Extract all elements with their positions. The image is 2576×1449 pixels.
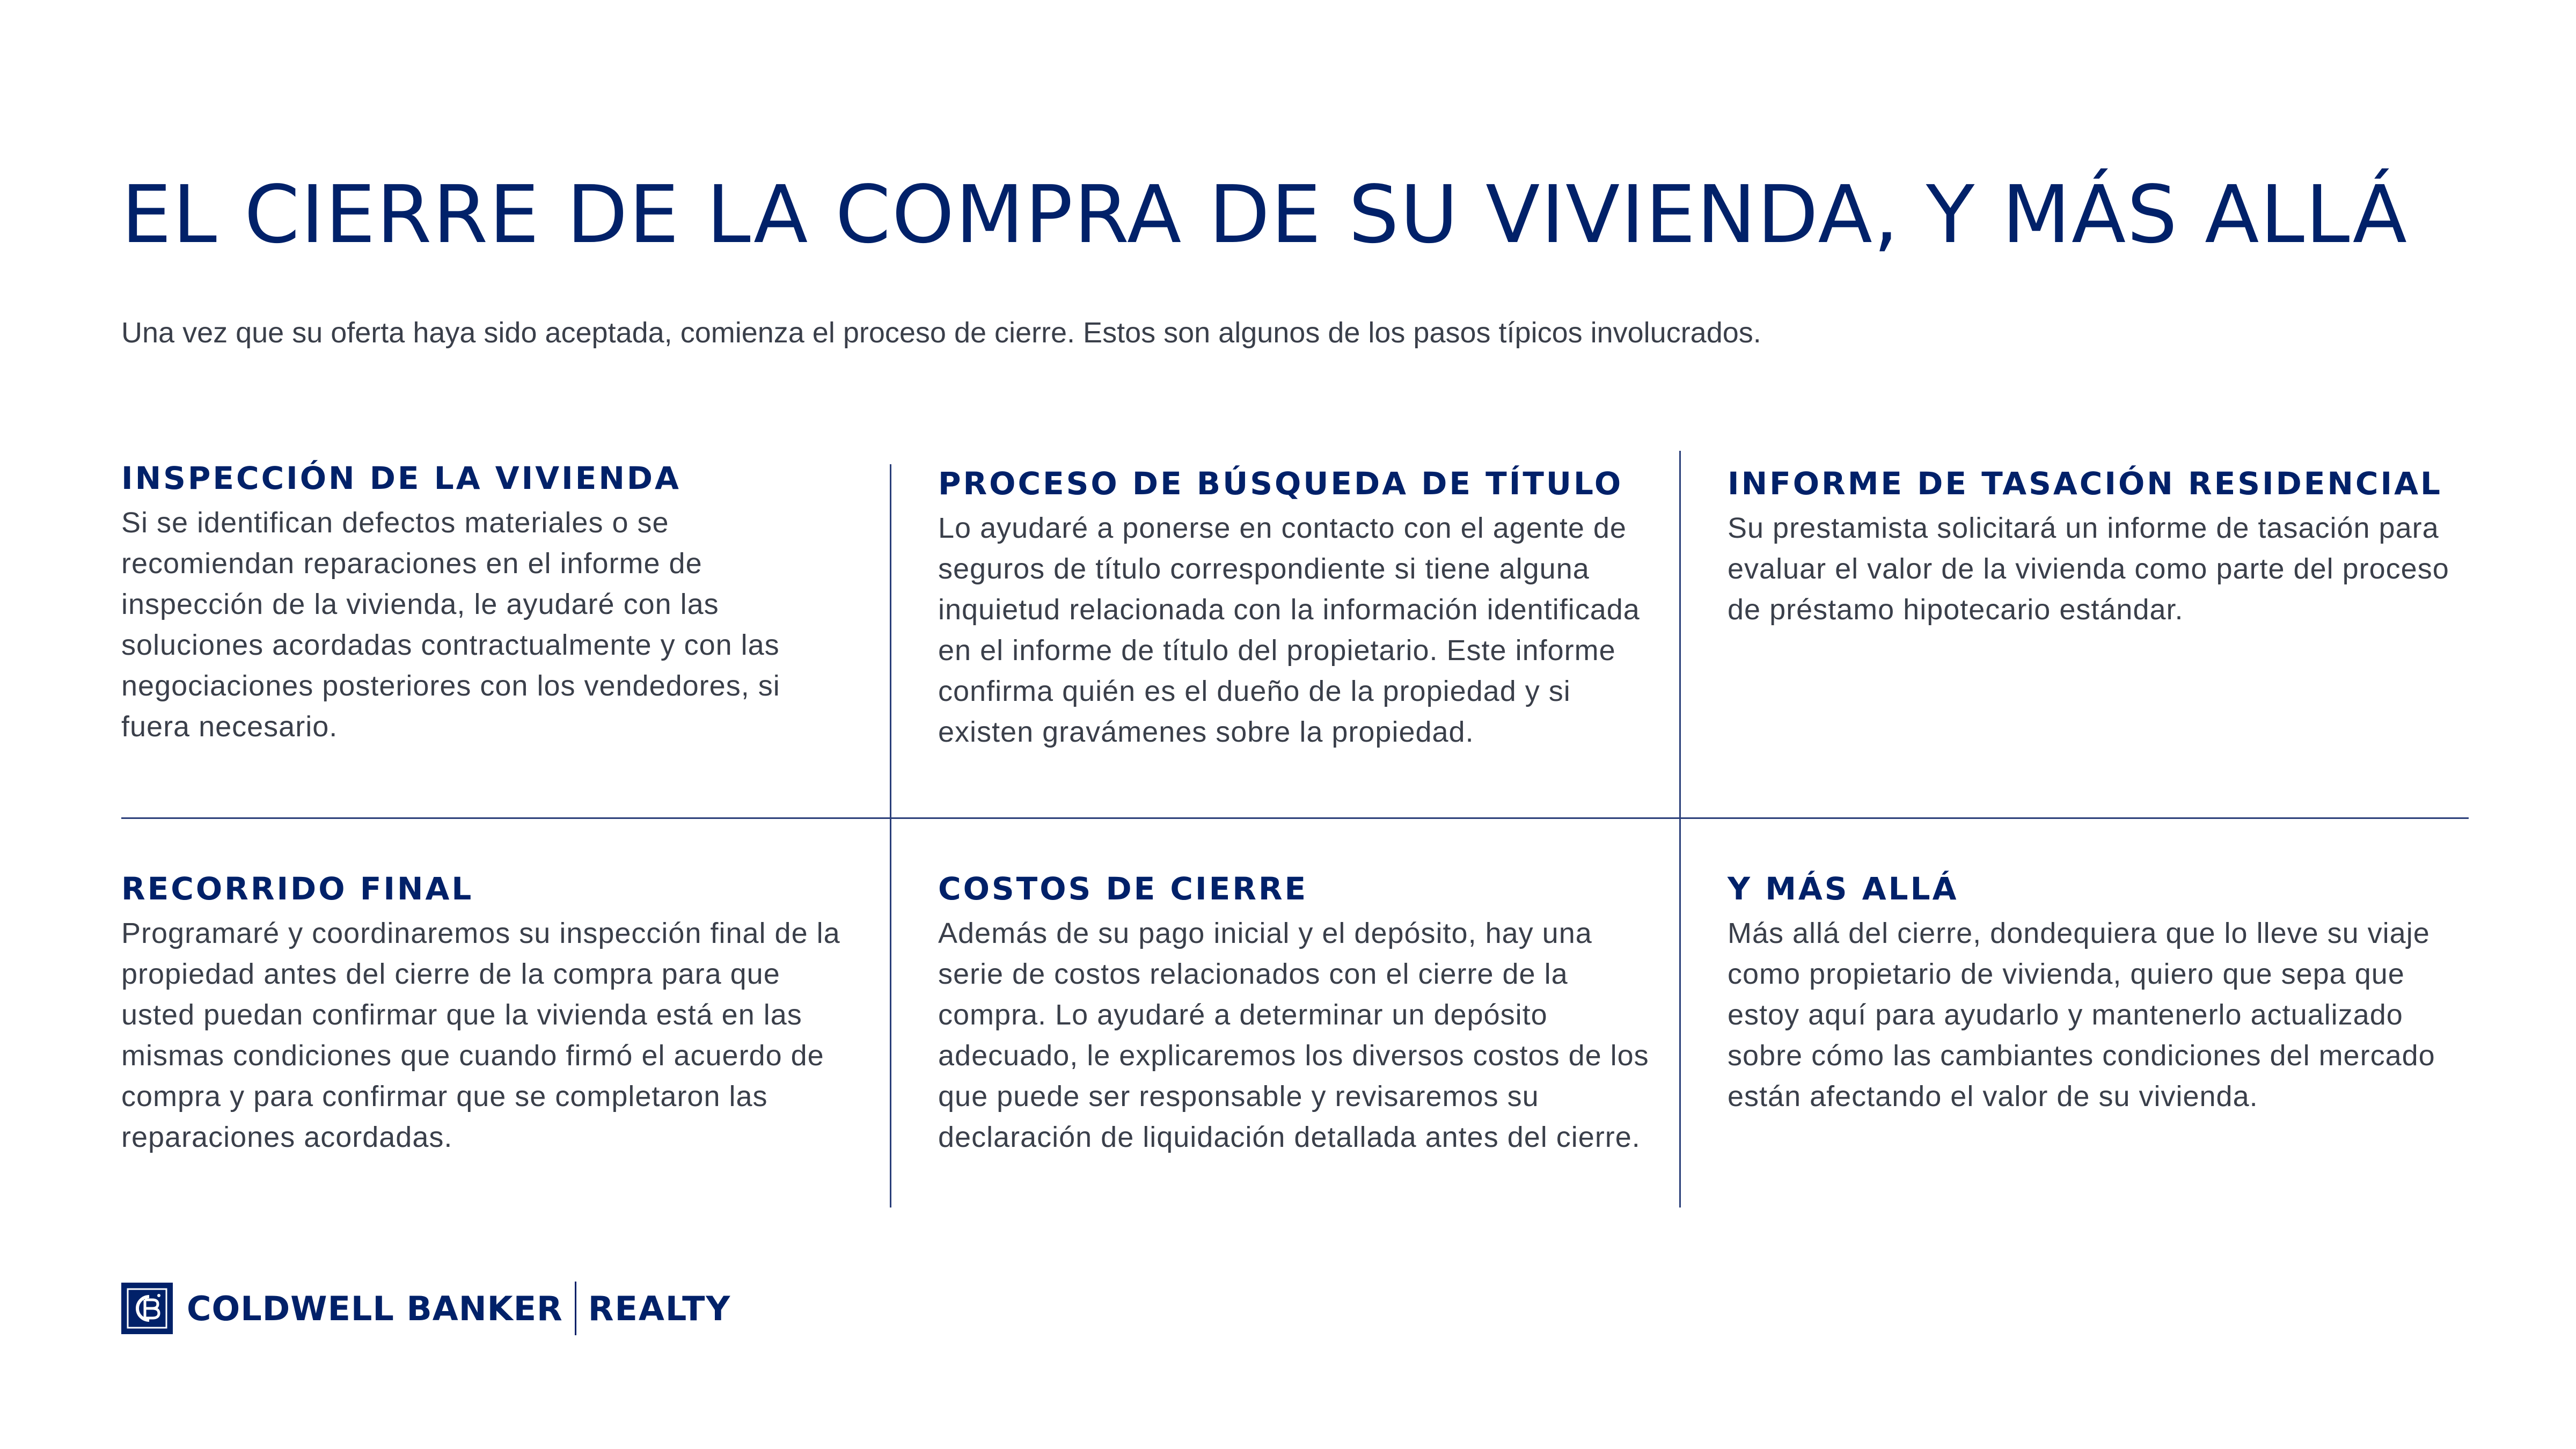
cb-monogram-icon bbox=[121, 1283, 173, 1334]
row-divider bbox=[121, 817, 2469, 819]
section-body: Su prestamista solicitará un informe de tasación para evaluar el valor de la vivienda como parte del proceso de préstamo hipotecario estándar. bbox=[1728, 511, 2449, 626]
section-title-search bbox=[938, 464, 1652, 752]
section-heading: Y MÁS ALLÁ bbox=[1728, 870, 1959, 907]
section-body: Lo ayudaré a ponerse en contacto con el agente de seguros de título correspondiente si tiene alguna inquietud relacionada con la información identificada en el informe de título del propietario. Este informe confirma quién es el dueño de la propiedad y si existen gravámenes sobre la propiedad. bbox=[938, 511, 1640, 748]
section-body: Si se identifican defectos materiales o se recomiendan reparaciones en el informe de inspección de la vivienda, le ayudaré con las soluciones acordadas contractualmente y con las negociaciones posteriores con los vendedores, si fuera necesario. bbox=[121, 506, 780, 743]
page-title: EL CIERRE DE LA COMPRA DE SU VIVIENDA, Y MÁS ALLÁ bbox=[121, 169, 2409, 261]
section-body: Programaré y coordinaremos su inspección final de la propiedad antes del cierre de la compra para que usted puedan confirmar que la vivienda está en las mismas condiciones que cuando firmó el acuerdo de compra y para confirmar que se completaron las reparaciones acordadas. bbox=[121, 917, 840, 1153]
column-divider bbox=[890, 464, 891, 1208]
section-closing-costs bbox=[938, 869, 1652, 1158]
section-appraisal bbox=[1728, 464, 2468, 630]
section-heading: INFORME DE TASACIÓN RESIDENCIAL bbox=[1728, 465, 2442, 502]
section-heading: COSTOS DE CIERRE bbox=[938, 870, 1308, 907]
section-heading: PROCESO DE BÚSQUEDA DE TÍTULO bbox=[938, 465, 1623, 502]
intro-text: Una vez que su oferta haya sido aceptada, comienza el proceso de cierre. Estos son algunos de los pasos típicos involucrados. bbox=[121, 317, 1761, 349]
steps-grid bbox=[121, 451, 2469, 1208]
section-and-beyond bbox=[1728, 869, 2468, 1117]
section-heading: INSPECCIÓN DE LA VIVIENDA bbox=[121, 460, 681, 496]
section-heading: RECORRIDO FINAL bbox=[121, 870, 474, 907]
section-body: Más allá del cierre, dondequiera que lo lleve su viaje como propietario de vivienda, quiero que sepa que estoy aquí para ayudarlo y mantenerlo actualizado sobre cómo las cambiantes condiciones del mercado están afectando el valor de su vivienda. bbox=[1728, 917, 2435, 1113]
brand-name: COLDWELL BANKER bbox=[187, 1289, 563, 1328]
brand-divider bbox=[575, 1282, 576, 1335]
section-final-walkthrough bbox=[121, 869, 840, 1158]
brand-sub: REALTY bbox=[588, 1289, 731, 1328]
section-home-inspection bbox=[121, 459, 830, 747]
column-divider bbox=[1679, 451, 1681, 1208]
brand-footer bbox=[121, 1282, 731, 1335]
section-body: Además de su pago inicial y el depósito, hay una serie de costos relacionados con el cierre de la compra. Lo ayudaré a determinar un depósito adecuado, le explicaremos los diversos costos de los que puede ser responsable y revisaremos su declaración de liquidación detallada antes del cierre. bbox=[938, 917, 1649, 1153]
